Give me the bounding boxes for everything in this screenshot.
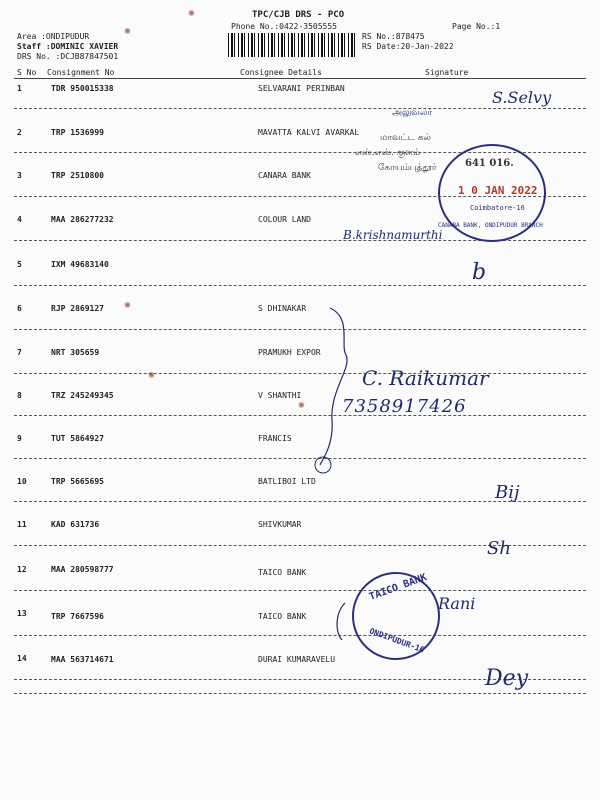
staff-label: Staff :DOMINIC XAVIER [17,42,119,51]
row-consignment: MAA 286277232 [51,215,114,224]
row-sno: 11 [17,520,27,529]
row-consignment: TRP 5665695 [51,477,104,486]
row-sno: 3 [17,171,22,180]
signature-row14: Dey [485,666,529,691]
column-consignee: Consignee Details [240,68,322,77]
signature-row5: b [472,260,487,285]
row-consignment: TRP 7667596 [51,612,104,621]
row-consignee: SELVARANI PERINBAN [258,84,345,93]
row-consignee: BATLIBOI LTD [258,477,316,486]
row-consignment: MAA 563714671 [51,655,114,664]
row-sno: 1 [17,84,22,93]
row-sno: 9 [17,434,22,443]
stain-mark: ✺ [188,6,195,19]
document-title: TPC/CJB DRS - PCO [252,10,345,20]
row-consignment: RJP 2869127 [51,304,104,313]
row-sno: 5 [17,260,22,269]
taico-bank-stamp [352,572,440,660]
tamil-line-4: கோயம்புத்தூர் [378,163,437,173]
tamil-line-2: மாவட்ட கல் [380,133,431,143]
signature-row1: S.Selvy [492,88,552,107]
row-consignment: KAD 631736 [51,520,100,529]
row-sno: 10 [17,477,27,486]
row-consignment: MAA 280598777 [51,565,114,574]
area-label: Area :ONDIPUDUR [17,32,90,41]
stamp-top-text: TAICO BANK [367,572,429,603]
row-consignee: MAVATTA KALVI AVARKAL [258,128,360,137]
row-consignment: TRZ 245249345 [51,391,114,400]
row-sno: 7 [17,348,22,357]
column-signature: Signature [425,68,469,77]
row-consignee: COLOUR LAND [258,215,311,224]
row-consignee: V SHANTHI [258,391,302,400]
row-sno: 13 [17,609,27,618]
row-sno: 12 [17,565,27,574]
row-consignee: PRAMUKH EXPOR [258,348,321,357]
row-consignee: SHIVKUMAR [258,520,302,529]
stamp-bank-name: CANARA BANK, ONDIPUDUR BRANCH [438,222,543,229]
row-consignment: TRP 2510800 [51,171,104,180]
row-sno: 4 [17,215,22,224]
rs-number: RS No.:878475 [362,32,425,41]
row-consignee: FRANCIS [258,434,292,443]
tamil-line-3: எஸ்.எஸ். குளம் [355,148,421,158]
signature-row8-name: C. Raikumar [362,366,489,390]
row-consignee: S DHINAKAR [258,304,307,313]
signature-row10: Bij [495,482,520,503]
row-consignment: NRT 305659 [51,348,100,357]
row-sno: 8 [17,391,22,400]
postal-code: 641 016. [465,158,514,169]
row-consignment: TDR 950015338 [51,84,114,93]
stain-mark: ✺ [124,24,131,37]
canara-bank-stamp [438,144,546,242]
row-consignee: TAICO BANK [258,612,307,621]
stain-mark: ✺ [148,368,155,381]
signature-row11: Sh [487,538,511,559]
page-number: Page No.:1 [452,22,501,31]
phone-number: Phone No.:0422-3505555 [231,22,337,31]
row-consignment: TRP 1536999 [51,128,104,137]
row-consignment: TUT 5864927 [51,434,104,443]
drs-number: DRS No. :DCJB87847501 [17,52,119,61]
row-consignee: CANARA BANK [258,171,311,180]
row-sno: 6 [17,304,22,313]
row-consignee: DURAI KUMARAVELU [258,655,336,664]
column-sno: S No [17,68,37,77]
tamil-line-1: அலுவலர் [392,108,433,118]
row-sno: 14 [17,654,27,663]
stain-mark: ✺ [298,398,305,411]
rs-date: RS Date:20-Jan-2022 [362,42,454,51]
stamp-date: 1 0 JAN 2022 [458,184,538,197]
stamp-bottom-text: ONDIPUDUR-16 [368,626,426,655]
row-sno: 2 [17,128,22,137]
signature-row13: Rani [438,594,476,613]
stamp-city: Coimbatore-16 [470,204,525,212]
column-consignment: Consignment No [47,68,115,77]
signature-row8-phone: 7358917426 [342,396,467,417]
stain-mark: ✺ [124,298,131,311]
row-consignment: IXM 49683140 [51,260,109,269]
row-consignee: TAICO BANK [258,568,307,577]
signature-row4: B.krishnamurthi [343,228,443,242]
